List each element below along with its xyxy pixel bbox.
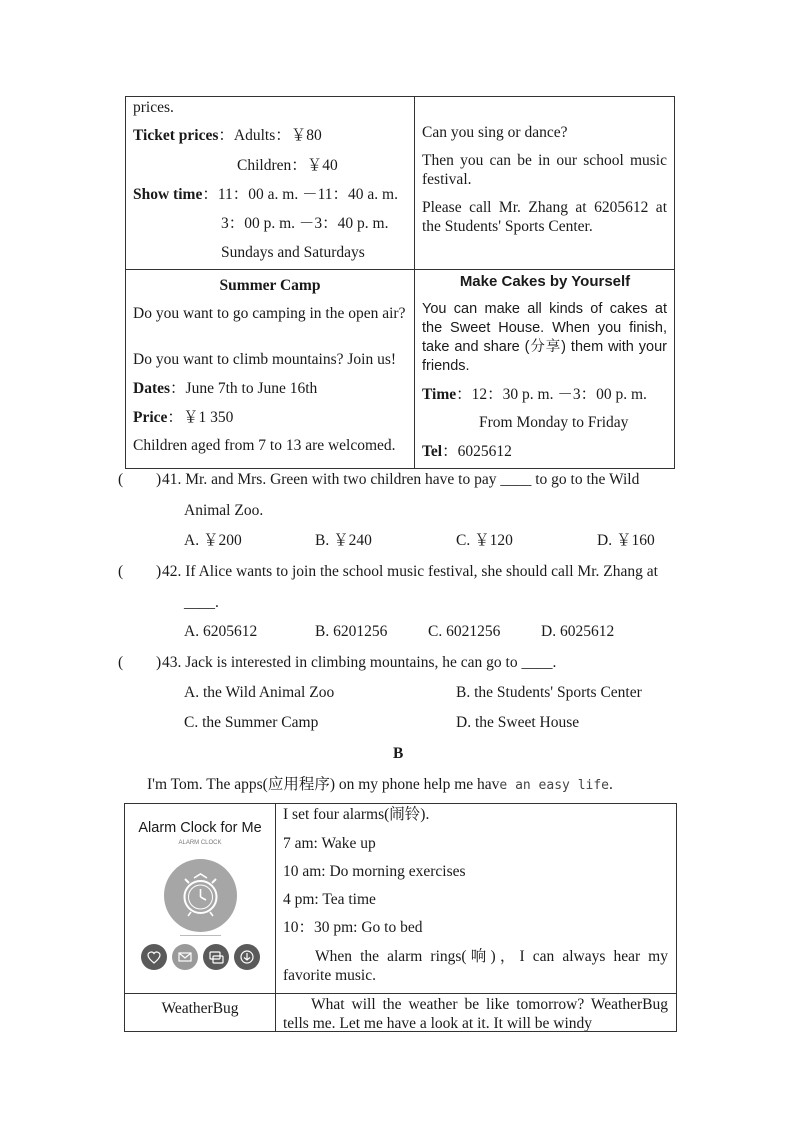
option-d: D. the Sweet House [456,714,580,731]
show-time-label: Show time [133,186,203,203]
heart-icon[interactable] [141,944,167,970]
answer-blank-close: ) [156,563,162,580]
show-time-2: 3：00 p. m. －3：40 p. m. [221,215,389,232]
weather-app-text: What will the weather be like tomorrow? WeatherBug tells me. Let me have a look at it. It will be windy [283,996,668,1031]
question-stem: 42. If Alice wants to join the school music festival, she should call Mr. Zhang at [162,563,658,580]
option-a: A. ￥200 [184,532,242,549]
cakes-time-row: Time：12：30 p. m. －3：00 p. m. [422,386,647,403]
question-stem-cont: Animal Zoo. [184,502,264,519]
section-b-intro: I'm Tom. The apps(应用程序) on my phone help me have an easy life. [147,776,613,793]
price-value: ￥1 350 [182,409,234,426]
dates-label: Dates [133,380,171,397]
price-label: Price [133,409,168,426]
alarm-logo-text: ALARM CLOCK [178,840,222,846]
answer-blank-close: ) [156,654,162,671]
cakes-tel-row: Tel：6025612 [422,443,512,460]
mail-icon[interactable] [172,944,198,970]
option-b: B. ￥240 [315,532,372,549]
download-icon[interactable] [234,944,260,970]
alarm-closing: When the alarm rings(响)，I can always hear my favorite music. [283,948,668,984]
weather-app-name: WeatherBug [161,1000,239,1017]
alarm-line-4: 4 pm: Tea time [283,891,376,908]
tel-value: 6025612 [457,443,512,460]
camp-price-row: Price：￥1 350 [133,409,234,426]
option-c: C. 6021256 [428,623,501,640]
tel-label: Tel [422,443,443,460]
option-c: C. ￥120 [456,532,513,549]
time-value: 12：30 p. m. －3：00 p. m. [471,386,647,403]
show-days: Sundays and Saturdays [221,244,365,261]
option-b: B. 6201256 [315,623,388,640]
alarm-line-2: 7 am: Wake up [283,835,376,852]
ticket-prices-label: Ticket prices [133,127,219,144]
alarm-line-1: I set four alarms(闹铃). [283,806,430,823]
alarm-line-5: 10：30 pm: Go to bed [283,919,423,936]
answer-blank-open: ( [118,471,124,488]
dates-value: June 7th to June 16th [185,380,318,397]
answer-blank-open: ( [118,654,124,671]
table-b-horizontal-divider [124,993,677,994]
alarm-clock-logo [164,859,237,932]
question-stem: 43. Jack is interested in climbing mountains, he can go to ____. [162,654,557,671]
table-b-vertical-divider [275,803,276,1032]
make-cakes-title: Make Cakes by Yourself [459,273,631,290]
camp-line-2: Do you want to climb mountains? Join us! [133,351,397,368]
question-stem: 41. Mr. and Mrs. Green with two children have to pay ____ to go to the Wild [162,471,640,488]
ticket-prices-row: Ticket prices：Adults：￥80 [133,127,322,144]
music-line-1: Can you sing or dance? [422,124,568,141]
option-d: D. 6025612 [541,623,615,640]
alarm-app-name: Alarm Clock for Me [138,820,262,836]
camp-line-3: Children aged from 7 to 13 are welcomed. [133,437,396,454]
cakes-body: You can make all kinds of cakes at the Sweet House. When you finish, take and share (分享) them with your friends. [422,301,667,374]
cakes-days: From Monday to Friday [479,414,629,431]
summer-camp-title: Summer Camp [219,277,321,294]
children-price: Children：￥40 [237,157,338,174]
chat-icon[interactable] [203,944,229,970]
option-a: A. the Wild Animal Zoo [184,684,335,701]
option-a: A. 6205612 [184,623,258,640]
alarm-clock-icon [164,859,237,932]
adults-price: Adults：￥80 [233,127,322,144]
option-d: D. ￥160 [597,532,655,549]
camp-dates-row: Dates：June 7th to June 16th [133,380,318,397]
table-a-horizontal-divider [125,269,675,270]
zoo-prices-tail: prices. [133,99,174,116]
time-label: Time [422,386,457,403]
answer-blank-open: ( [118,563,124,580]
music-line-2: Then you can be in our school music festival. [422,152,667,188]
question-stem-cont: ____. [184,594,219,611]
section-b-heading: B [393,745,404,762]
logo-underline [180,935,221,936]
answer-blank-close: ) [156,471,162,488]
music-line-3: Please call Mr. Zhang at 6205612 at the Students' Sports Center. [422,199,667,235]
option-b: B. the Students' Sports Center [456,684,642,701]
show-time-1: 11：00 a. m. －11：40 a. m. [217,186,398,203]
camp-line-1: Do you want to go camping in the open air? [133,305,406,322]
alarm-line-3: 10 am: Do morning exercises [283,863,466,880]
show-time-row: Show time：11：00 a. m. －11：40 a. m. [133,186,398,203]
option-c: C. the Summer Camp [184,714,319,731]
